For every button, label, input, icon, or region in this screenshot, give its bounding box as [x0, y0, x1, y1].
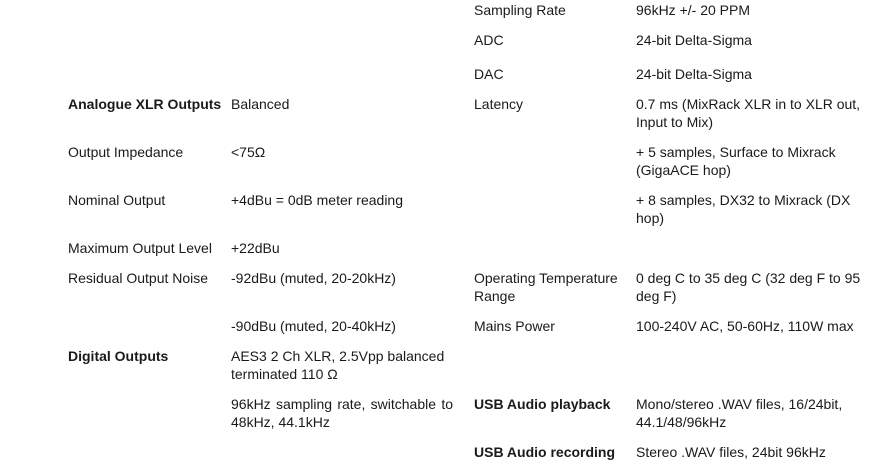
digital-outputs-value-1-line1: AES3 2 Ch XLR, 2.5Vpp balanced	[231, 348, 445, 364]
latency-value-1-line2: Input to Mix)	[636, 114, 714, 130]
usb-audio-playback-value-line1: Mono/stereo .WAV files, 16/24bit,	[636, 396, 843, 412]
residual-output-noise-value-1: -92dBu (muted, 20-20kHz)	[231, 270, 396, 286]
operating-temperature-value-line1: 0 deg C to 35 deg C (32 deg F to 95	[636, 270, 861, 286]
residual-output-noise-value-2: -90dBu (muted, 20-40kHz)	[231, 318, 396, 334]
dac-value: 24-bit Delta-Sigma	[636, 66, 752, 82]
analogue-xlr-outputs-label: Analogue XLR Outputs	[68, 96, 222, 112]
operating-temperature-label-line2: Range	[474, 288, 516, 304]
operating-temperature-label-line1: Operating Temperature	[474, 270, 618, 286]
latency-value-3-line2: hop)	[636, 210, 665, 226]
usb-audio-playback-label: USB Audio playback	[474, 396, 611, 412]
nominal-output-value: +4dBu = 0dB meter reading	[231, 192, 404, 208]
digital-outputs-value-1-line2: terminated 110 Ω	[231, 366, 338, 382]
output-impedance-label: Output Impedance	[68, 144, 184, 160]
sampling-rate-label: Sampling Rate	[474, 2, 566, 18]
sampling-rate-value: 96kHz +/- 20 PPM	[636, 2, 750, 18]
latency-value-3-line1: + 8 samples, DX32 to Mixrack (DX	[636, 192, 851, 208]
usb-audio-recording-value: Stereo .WAV files, 24bit 96kHz	[636, 444, 826, 460]
adc-label: ADC	[474, 32, 504, 48]
mains-power-value: 100-240V AC, 50-60Hz, 110W max	[636, 318, 854, 334]
residual-output-noise-label: Residual Output Noise	[68, 270, 209, 286]
latency-label: Latency	[474, 96, 524, 112]
maximum-output-level-value: +22dBu	[231, 240, 280, 256]
usb-audio-playback-value-line2: 44.1/48/96kHz	[636, 414, 727, 430]
analogue-xlr-outputs-value: Balanced	[231, 96, 290, 112]
operating-temperature-value-line2: deg F)	[636, 288, 677, 304]
nominal-output-label: Nominal Output	[68, 192, 166, 208]
output-impedance-value: <75Ω	[231, 144, 266, 160]
latency-value-2-line2: (GigaACE hop)	[636, 162, 731, 178]
digital-outputs-value-2: 96kHz sampling rate, switchable to 48kHz, 44.1kHz	[231, 396, 453, 430]
latency-value-1-line1: 0.7 ms (MixRack XLR in to XLR out,	[636, 96, 861, 112]
latency-value-2-line1: + 5 samples, Surface to Mixrack	[636, 144, 836, 160]
adc-value: 24-bit Delta-Sigma	[636, 32, 752, 48]
digital-outputs-label: Digital Outputs	[68, 348, 169, 364]
maximum-output-level-label: Maximum Output Level	[68, 240, 212, 256]
dac-label: DAC	[474, 66, 504, 82]
usb-audio-recording-label: USB Audio recording	[474, 444, 616, 460]
mains-power-label: Mains Power	[474, 318, 555, 334]
